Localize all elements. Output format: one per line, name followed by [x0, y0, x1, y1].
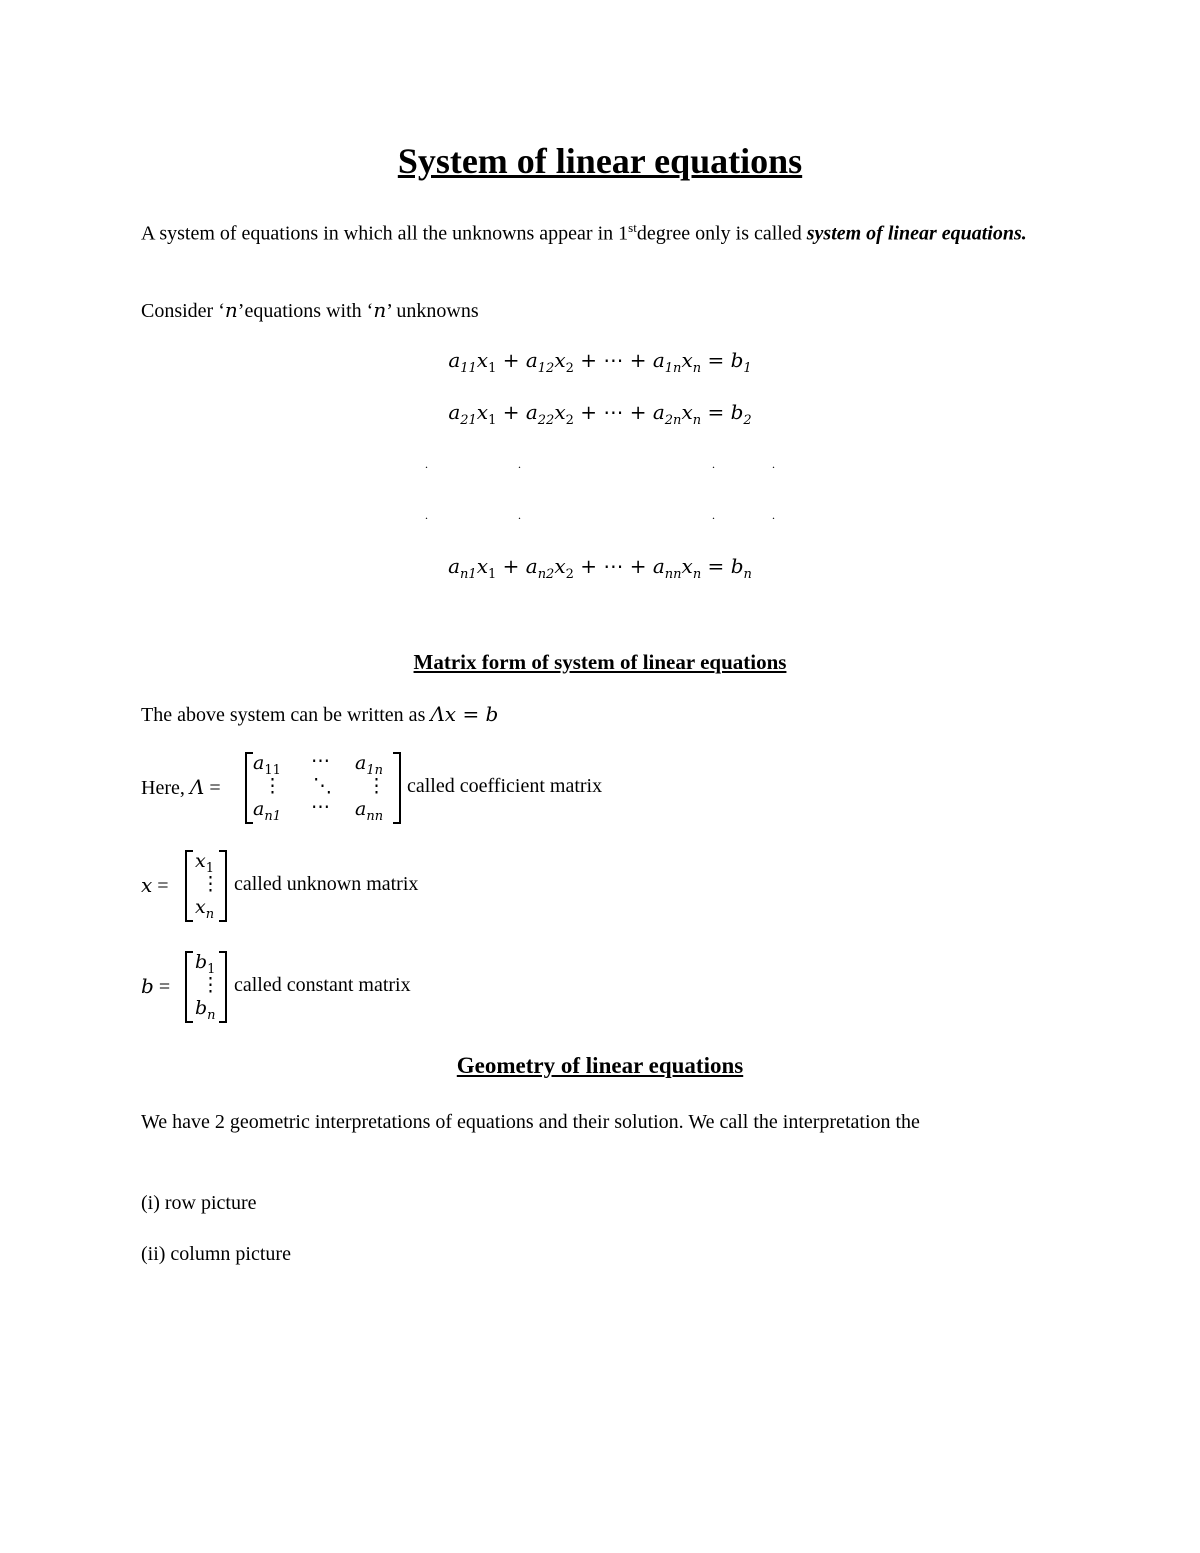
list-item-column-picture: (ii) column picture	[141, 1243, 291, 1265]
right-bracket	[393, 752, 401, 824]
constant-matrix-lhs: b =	[141, 974, 171, 998]
consider-text-1: Consider ‘	[141, 300, 225, 322]
x-symbol: x	[141, 873, 153, 897]
consider-line	[141, 295, 1063, 327]
equation-row-n: $a_{n1}x_1 + a_{n2}x_2$ + ⋯ + $a_{nn}x_n = b_n$	[448, 554, 752, 582]
consider-text-2: ’equations with ‘	[237, 300, 374, 322]
eqn-coef3: nn	[664, 567, 682, 582]
unknown-matrix-label: called unknown matrix	[234, 873, 419, 895]
intro-emphasis: system of linear equations.	[806, 222, 1027, 245]
page-title: System of linear equations	[397, 141, 803, 181]
b-symbol: b	[141, 974, 154, 998]
eqn-coef2: n2	[537, 567, 555, 582]
right-bracket	[219, 850, 227, 922]
unknown-matrix: $x_1$ ⋮ $x_n$	[185, 850, 227, 922]
consider-var-1: n	[224, 298, 238, 322]
left-bracket	[185, 951, 193, 1023]
matrix-form-equation: Λx = b	[430, 702, 499, 726]
eq2-coef3: 2n	[664, 413, 682, 428]
equation-row-2: $a_{21}x_1 + a_{22}x_2$ + ⋯ + $a_{2n}x_n = b_2$	[448, 400, 752, 428]
equation-row-1: $a_{11}x_1 + a_{12}x_2$ + ⋯ + $a_{1n}x_n = b_1$	[448, 348, 752, 376]
eq2-rhs: 2	[743, 413, 752, 428]
constant-matrix: $b_1$ ⋮ $b_n$	[185, 951, 227, 1023]
eq2-coef2: 22	[537, 413, 555, 428]
eqn-coef1: n1	[460, 567, 477, 582]
coefficient-matrix-label: called coefficient matrix	[407, 775, 603, 797]
matrix-form-line	[141, 699, 1063, 731]
eq1-coef1: 11	[460, 361, 477, 376]
unknown-matrix-lhs: x =	[141, 873, 169, 897]
intro-text-after: degree only is called	[636, 222, 807, 245]
eq1-coef3: 1n	[664, 361, 682, 376]
geometry-paragraph: We have 2 geometric interpretations of equations and their solution. We call the interpretation the	[141, 1111, 920, 1133]
right-bracket	[219, 951, 227, 1023]
eq2-coef1: 21	[460, 413, 477, 428]
eqn-rhs: n	[743, 567, 752, 582]
geometry-section-heading: Geometry of linear equations	[456, 1053, 744, 1078]
intro-paragraph	[141, 212, 1063, 250]
matrix-section-heading: Matrix form of system of linear equations	[413, 650, 787, 674]
eq1-coef2: 12	[537, 361, 555, 376]
eq1-rhs: 1	[743, 361, 752, 376]
consider-text-3: ’ unknowns	[386, 300, 479, 322]
intro-superscript: st	[628, 220, 637, 235]
coefficient-matrix-lhs: Here, Λ =	[141, 775, 221, 799]
left-bracket	[245, 752, 253, 824]
matrix-form-text: The above system can be written as	[141, 704, 431, 726]
list-item-row-picture: (i) row picture	[141, 1192, 257, 1214]
constant-matrix-label: called constant matrix	[234, 974, 411, 996]
coefficient-matrix: $a_{11}$ ⋯ $a_{1n}$ ⋮ ⋱ ⋮ $a_{n1}$ ⋯ $a_{nn}$	[245, 752, 401, 824]
A-symbol: Λ	[189, 775, 205, 799]
here-label: Here,	[141, 777, 190, 799]
consider-var-2: n	[373, 298, 387, 322]
intro-text: A system of equations in which all the unknowns appear in 1	[141, 222, 629, 245]
left-bracket	[185, 850, 193, 922]
